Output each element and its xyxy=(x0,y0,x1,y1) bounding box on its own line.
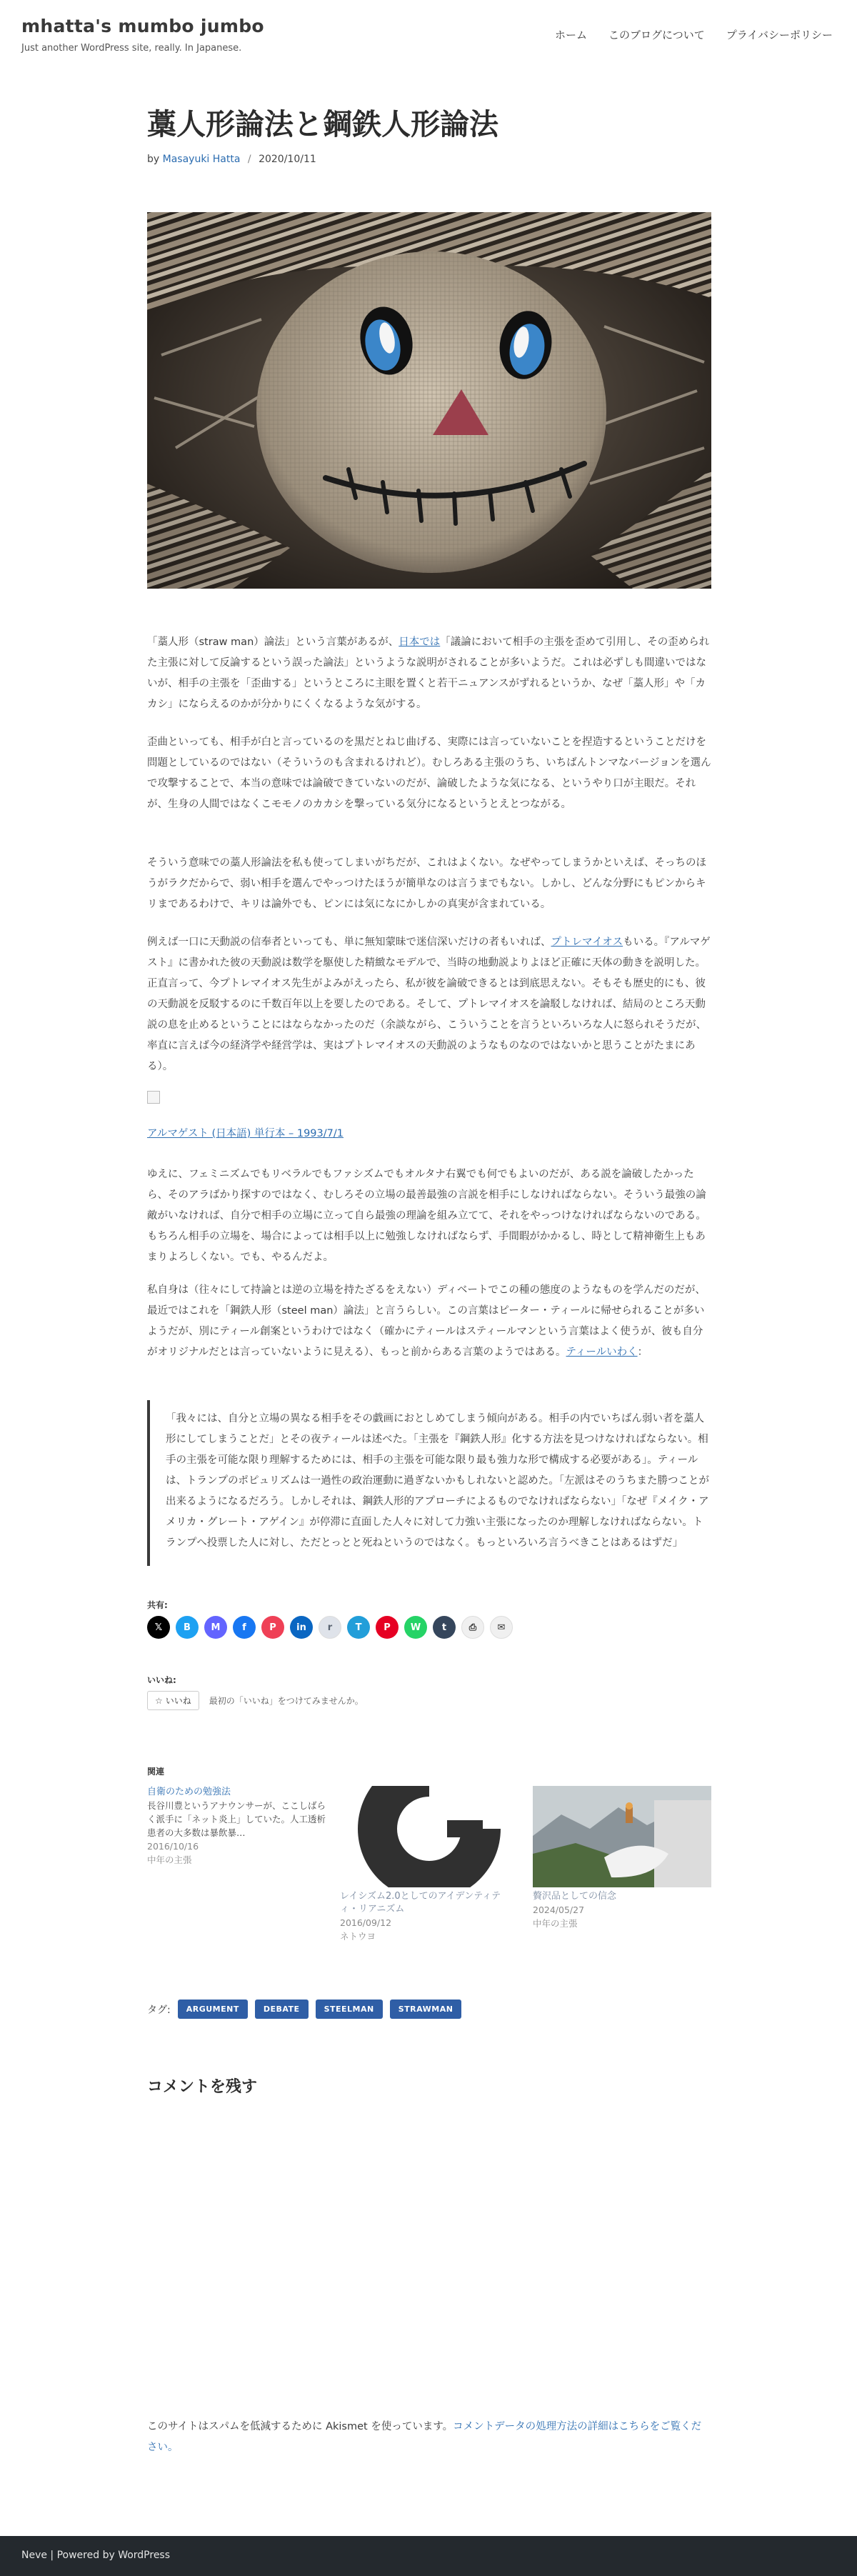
whatsapp-icon: W xyxy=(410,1622,421,1633)
share-whatsapp-button[interactable] xyxy=(404,1616,427,1639)
share-buttons xyxy=(147,1616,513,1639)
site-tagline: Just another WordPress site, really. In Japanese. xyxy=(21,43,242,54)
share-linkedin-button[interactable] xyxy=(290,1616,313,1639)
paragraph-3: そういう意味での藁人形論法を私も使ってしまいがちだが、これはよくない。なぜやってしまうかといえば、そっちのほうがラクだからで、弱い相手を選んでやっつけたほうが簡単なのは言うまでもない。しかし、どんな分野にもピンからキリまであるわけで、キリは論外でも、ピンには気になにかしかの真実が含まれている。 xyxy=(147,857,706,910)
share-email-button[interactable] xyxy=(490,1616,513,1639)
related-context: ネトウヨ xyxy=(340,1931,376,1942)
paragraph-5: ゆえに、フェミニズムでもリベラルでもファシズムでもオルタナ右翼でも何でもよいのだが、ある説を論破したかったら、そのアラばかり探すのではなく、むしろその立場の最善最強の言説を相手にしなければならない。そういう最強の論敵がいなければ、自分で相手の立場に立って自ら最強の理論を組み立てて、それをやっつけなければならないのである。もちろん相手の立場を、場合によっては相手以上に勉強しなければならず、手間暇がかかるし、時として精神衛生上もあまりよろしくない。でも、やるんだよ。 xyxy=(147,1169,706,1263)
email-icon: ✉ xyxy=(497,1622,506,1633)
related-context: 中年の主張 xyxy=(533,1918,578,1929)
author-link[interactable]: Masayuki Hatta xyxy=(162,154,241,165)
post-title: 藁人形論法と鋼鉄人形論法 xyxy=(147,107,498,141)
tumblr-icon: t xyxy=(441,1622,447,1633)
featured-image xyxy=(147,212,711,589)
site-header xyxy=(0,0,857,79)
link-thiel[interactable]: ティールいわく xyxy=(566,1347,638,1358)
reddit-icon: r xyxy=(327,1622,333,1633)
site-footer xyxy=(0,2536,857,2576)
related-date: 2024/05/27 xyxy=(533,1904,585,1915)
facebook-icon: f xyxy=(242,1622,246,1633)
like-row xyxy=(147,1691,364,1710)
share-label: 共有: xyxy=(147,1600,168,1610)
share-telegram-button[interactable] xyxy=(347,1616,370,1639)
related-post-3[interactable] xyxy=(533,1786,711,1930)
tag-debate[interactable]: DEBATE xyxy=(255,2000,309,2019)
tag-argument[interactable]: ARGUMENT xyxy=(178,2000,248,2019)
post-date: 2020/10/11 xyxy=(259,154,316,165)
akismet-link[interactable]: コメントデータの処理方法の詳細はこちらをご覧ください。 xyxy=(147,2421,702,2453)
comment-heading: コメントを残す xyxy=(147,2078,258,2096)
scarecrow-illustration xyxy=(147,212,711,589)
share-reddit-button[interactable] xyxy=(319,1616,341,1639)
like-label: いいね: xyxy=(147,1675,176,1685)
link-ptolemy[interactable]: プトレマイオス xyxy=(551,937,623,948)
meta-by: by xyxy=(147,154,160,165)
footer-credit[interactable]: Neve | Powered by WordPress xyxy=(21,2550,171,2561)
related-thumbnail[interactable] xyxy=(533,1786,711,1887)
pinterest-icon: P xyxy=(384,1622,391,1633)
share-facebook-button[interactable] xyxy=(233,1616,256,1639)
related-title[interactable]: 自衛のための勉強法 xyxy=(147,1787,231,1797)
almagest-link[interactable]: アルマゲスト (日本語) 単行本 – 1993/7/1 xyxy=(147,1128,344,1139)
nav-item-home[interactable]: ホーム xyxy=(555,29,588,41)
share-tumblr-button[interactable] xyxy=(433,1616,456,1639)
linkedin-icon: in xyxy=(296,1622,306,1633)
bluesky-icon: B xyxy=(184,1622,191,1633)
like-button[interactable] xyxy=(147,1691,199,1710)
tags-label: タグ: xyxy=(147,2004,171,2016)
share-x-button[interactable] xyxy=(147,1616,170,1639)
related-title[interactable]: レイシズム2.0としてのアイデンティティ・リアニズム xyxy=(340,1891,501,1914)
paragraph-2: 歪曲といっても、相手が白と言っているのを黒だとねじ曲げる、実際には言っていないことを捏造するということだけを問題としているのではない（そういうのも含まれるけれど）。むしろある主張のうち、いちばんトンマなバージョンを選んで攻撃することで、本当の意味では論破できていないのだが、論破したような気になる、というやり口が主眼だ。それが、生身の人間ではなくこモモノのカカシを撃っている気分になるというとえとつながる。 xyxy=(147,737,711,810)
related-excerpt: 長谷川豊というアナウンサーが、ここしばらく派手に「ネット炎上」していた。人工透析患者の大多数は暴飲暴… xyxy=(147,1800,326,1838)
main-nav xyxy=(555,27,833,42)
nav-item-privacy[interactable]: プライバシーポリシー xyxy=(726,29,833,41)
nav-item-about[interactable]: このブログについて xyxy=(608,29,705,41)
tag-list xyxy=(147,2000,461,2019)
paragraph-1: 「藁人形（straw man）論法」という言葉があるが、日本では「議論において相手の主張を歪めて引用し、その歪められた主張に対して反論するという誤った論法」というような説明がされることが多いようだ。これは必ずしも間違いではないが、相手の主張を「歪曲する」というところに主眼を置くと若干ニュアンスがずれるというか、なぜ「藁人形」や「カカシ」にならえるのかが分かりにくくなるような気がする。 xyxy=(147,636,710,710)
post-meta xyxy=(147,154,316,165)
tag-strawman[interactable]: STRAWMAN xyxy=(390,2000,462,2019)
telegram-icon: T xyxy=(355,1622,362,1633)
share-bluesky-button[interactable] xyxy=(176,1616,199,1639)
paragraph-4: 例えば一口に天動説の信奉者といっても、単に無知蒙昧で迷信深いだけの者もいれば、プトレマイオスもいる。『アルマゲスト』に書かれた彼の天動説は数学を駆使した精緻なモデルで、当時の地動説よりよほど正確に天体の動きを説明した。正直言って、今プトレマイオス先生がよみがえったら、私が彼を論破できるとは到底思えない。そもそも歴史的にも、彼の天動説を反駁するのに千数百年以上を要したのである。そして、プトレマイオスを論駁しなければ、結局のところ天動説の息を止めるということにはならなかったのだ（余談ながら、こういうことを言うといろいろな人に怒られそうだが、率直に言えば今の経済学や経営学は、実はプトレマイオスの天動説のようなものなのではないかと思うことがたまにある）。 xyxy=(147,937,711,1072)
tag-steelman[interactable]: STEELMAN xyxy=(316,2000,383,2019)
landscape-photo xyxy=(533,1786,711,1887)
link-japan[interactable]: 日本では xyxy=(399,636,441,648)
share-print-button[interactable] xyxy=(461,1616,484,1639)
print-icon: ⎙ xyxy=(468,1622,477,1633)
meta-separator: / xyxy=(247,154,251,165)
quote-text: 「我々には、自分と立場の異なる相手をその戯画におとしめてしまう傾向がある。相手の内でいちばん弱い者を藁人形にしてしまうことだ」とその夜ティールは述べた。「主張を『鋼鉄人形』化する方法を見つけなければならない。相手の主張を可能な限り理解するためには、相手の主張を可能な限り最も強力な形で構成する必要がある」。ティールは、トランプのポピュリズムは一過性の政治運動に過ぎないかもしれないと認めた。「左派はそのうちまた勝つことが出来るようになるだろう。しかしそれは、鋼鉄人形的アプローチによるものでなければならない」「なぜ『メイク・アメリカ・グレート・アゲイン』が停滞に直面した人々に対して力強い主張になったのか理解しなければならない。トランプへ投票した人に対し、ただとっとと死ねというのではなく。もっといろいろ言うべきことはあるはずだ」 xyxy=(166,1413,709,1549)
related-title[interactable]: 贅沢品としての信念 xyxy=(533,1891,617,1902)
related-date: 2016/10/16 xyxy=(147,1841,199,1852)
share-pinterest-button[interactable] xyxy=(376,1616,399,1639)
x-icon: 𝕏 xyxy=(154,1622,163,1633)
related-label: 関連 xyxy=(147,1767,165,1777)
akismet-notice: このサイトはスパムを低減するために Akismet を使っています。コメントデータの処理方法の詳細はこちらをご覧ください。 xyxy=(147,2421,702,2453)
star-icon: ☆ xyxy=(155,1695,163,1706)
related-thumbnail[interactable] xyxy=(340,1786,518,1887)
share-pocket-button[interactable] xyxy=(261,1616,284,1639)
blockquote xyxy=(147,1400,711,1566)
like-button-label: いいね xyxy=(165,1696,191,1706)
related-date: 2016/09/12 xyxy=(340,1917,392,1928)
related-post-1[interactable] xyxy=(147,1786,326,1867)
share-mastodon-button[interactable] xyxy=(204,1616,227,1639)
broken-image-icon[interactable] xyxy=(147,1091,160,1104)
paragraph-6: 私自身は（往々にして持論とは逆の立場を持たざるをえない）ディベートでこの種の態度のようなものを学んだのだが、最近ではこれを「鋼鉄人形（steel man）論法」と言うらしい。この言葉はピーター・ティールに帰せられることが多いようだが、別にティール創案というわけではなく（確かにティールはスティールマンという言葉はよく使うが、彼も自分がオリジナルだとは言っていないように見える）、もっと前からある言葉のようではある。ティールいわく： xyxy=(147,1284,706,1358)
related-context: 中年の主張 xyxy=(147,1854,192,1865)
mastodon-icon: M xyxy=(211,1622,221,1633)
like-prompt: 最初の「いいね」をつけてみませんか。 xyxy=(209,1696,364,1706)
site-title[interactable]: mhatta's mumbo jumbo xyxy=(21,16,264,36)
pocket-icon: P xyxy=(269,1622,276,1633)
logo-icon xyxy=(340,1786,518,1887)
related-post-2[interactable] xyxy=(340,1786,518,1943)
